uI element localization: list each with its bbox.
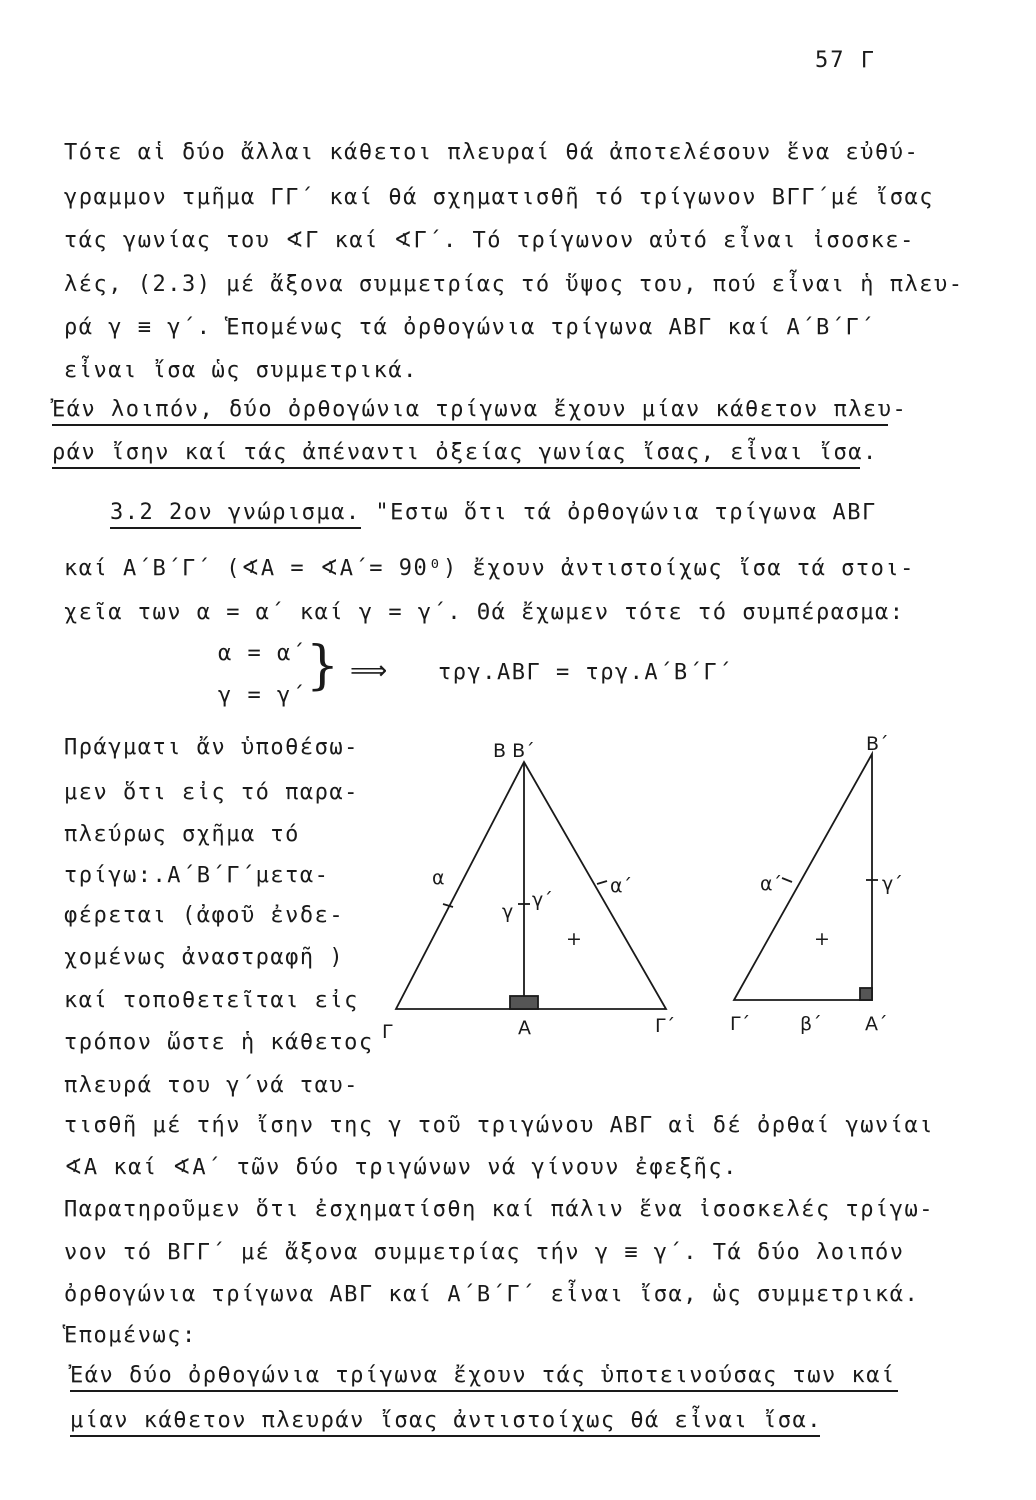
plus-sign-right: + [814,928,830,950]
text-line: πλευρά του γ΄νά ταυ- [64,1073,359,1098]
right-triangle-figure [734,754,878,1000]
label-A: Α [518,1017,531,1039]
right-angle-marker [510,996,538,1009]
text-line: καί τοποθετεῖται εἰς [64,988,359,1013]
label-g2: γ΄ [532,889,553,911]
label-a: α [432,867,445,889]
text-line: χομένως ἀναστραφῆ ) [64,945,345,970]
text-line: Παρατηροῦμεν ὅτι ἐσχηματίσθη καί πάλιν ἕνα ἰσοσκελές τρίγω- [64,1197,934,1222]
label-b2: β΄ [800,1013,822,1035]
tick-a-right [782,878,792,882]
text-line: ὀρθογώνια τρίγωνα ΑΒΓ καί Α΄Β΄Γ΄ εἶναι ἴσα, ὡς συμμετρικά. [64,1282,920,1307]
theorem-line: Ἐάν δύο ὀρθογώνια τρίγωνα ἔχουν τάς ὑποτεινούσας των καί [70,1363,898,1392]
theorem-line: ράν ἴσην καί τάς ἀπέναντι ὀξείας γωνίας ἴσας, εἶναι ἴσα. [52,440,860,469]
tick-a2 [597,881,607,884]
label-B-B2: Β Β΄ [493,740,535,762]
text-line: χεῖα των α = α΄ καί γ = γ΄. Θά ἔχωμεν τότε τό συμπέρασμα: [64,600,905,625]
text-line: τρόπον ὥστε ἡ κάθετος [64,1030,374,1055]
section-heading: 3.2 2ον γνώρισμα. [110,500,361,529]
section-text: "Εστω ὅτι τά ὀρθογώνια τρίγωνα ΑΒΓ [375,500,877,525]
text-line: Ἑπομένως: [64,1323,197,1348]
text-line: εἶναι ἴσα ὡς συμμετρικά. [64,358,418,383]
label-G2: Γ΄ [655,1015,676,1037]
label-G2-right: Γ΄ [730,1013,751,1035]
text-line: ρά γ ≡ γ΄. Ἑπομένως τά ὀρθογώνια τρίγωνα ΑΒΓ καί Α΄Β΄Γ΄ [64,315,875,340]
triangle-A2B2G2 [734,754,872,1000]
label-B2-right: Β΄ [866,733,889,755]
tick-a [443,904,453,907]
implies-arrow: ⟹ [350,656,389,686]
label-g: γ [502,901,514,923]
theorem-line: μίαν κάθετον πλευράν ἴσας ἀντιστοίχως θά εἶναι ἴσα. [70,1408,820,1437]
plus-sign-left: + [566,928,582,950]
text-line: πλεύρως σχῆμα τό [64,822,300,847]
text-line: ∢Α καί ∢Α΄ τῶν δύο τριγώνων νά γίνουν ἐφεξῆς. [64,1155,738,1180]
page-number: 57 Γ [815,48,876,73]
label-a2: α΄ [610,875,633,897]
text-line: τισθῆ μέ τήν ἴσην της γ τοῦ τριγώνου ΑΒΓ αἱ δέ ὀρθαί γωνίαι [64,1113,934,1138]
text-line: τάς γωνίας του ∢Γ καί ∢Γ΄. Τό τρίγωνον αὐτό εἶναι ἰσοσκε- [64,228,915,253]
formula-result: τργ.ΑΒΓ = τργ.Α΄Β΄Γ΄ [438,660,733,685]
text-line: τρίγω:.Α΄Β΄Γ΄μετα- [64,863,330,888]
formula-brace: } [306,636,340,696]
label-g2-right: γ΄ [882,873,903,895]
right-angle-marker-2 [860,988,872,1000]
text-line: Τότε αἱ δύο ἄλλαι κάθετοι πλευραί θά ἀποτελέσουν ἕνα εὐθύ- [64,140,920,165]
text-line: φέρεται (ἀφοῦ ἐνδε- [64,903,345,928]
label-G: Γ [382,1021,393,1043]
text-line: λές, (2.3) μέ ἄξονα συμμετρίας τό ὕψος του, πού εἶναι ἡ πλευ- [64,272,964,297]
formula-line-2: γ = γ΄ [218,683,307,708]
text-line: Πράγματι ἄν ὑποθέσω- [64,735,359,760]
formula-line-1: α = α΄ [218,641,307,666]
text-line: νον τό ΒΓΓ΄ μέ ἄξονα συμμετρίας τήν γ ≡ γ΄. Τά δύο λοιπόν [64,1240,905,1265]
text-line: γραμμον τμῆμα ΓΓ΄ καί θά σχηματισθῆ τό τρίγωνον ΒΓΓ΄μέ ἴσας [64,185,934,210]
text-line: μεν ὅτι εἰς τό παρα- [64,780,359,805]
label-a2-right: α΄ [760,873,783,895]
theorem-line: Ἐάν λοιπόν, δύο ὀρθογώνια τρίγωνα ἔχουν μίαν κάθετον πλευ- [52,397,888,426]
text-line: καί Α΄Β΄Γ΄ (∢Α = ∢Α΄= 90⁰) ἔχουν ἀντιστοίχως ἴσα τά στοι- [64,556,915,581]
label-A2-right: Α΄ [865,1013,888,1035]
